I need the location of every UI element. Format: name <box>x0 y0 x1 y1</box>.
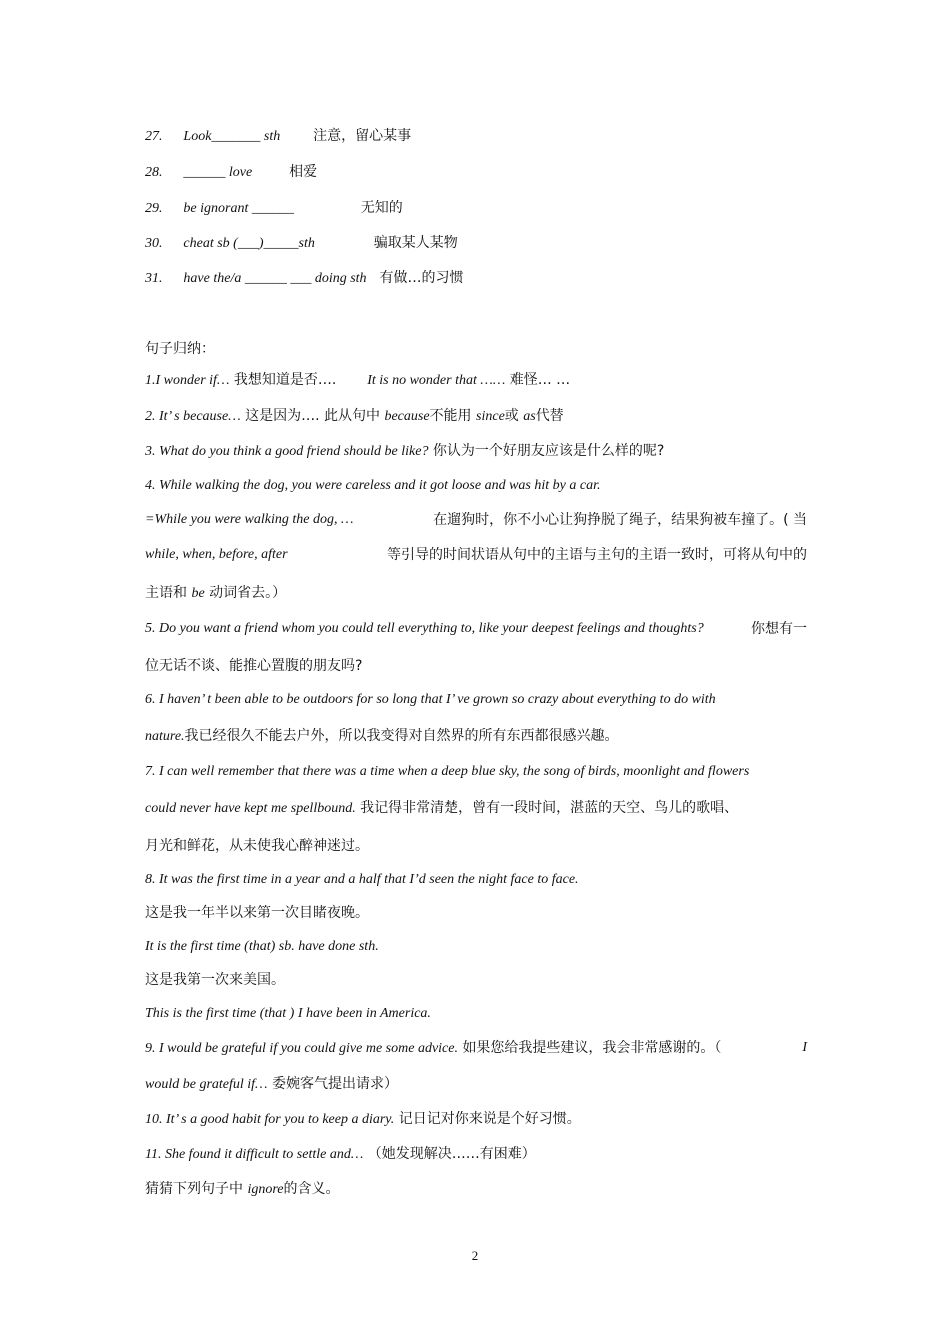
sentence-en: could never have kept me spellbound. <box>145 801 356 816</box>
phrase-english: cheat sb (___)_____sth <box>183 236 315 251</box>
sentence-4-explanation-line-1 <box>145 511 807 529</box>
sentence-4-explanation-line-3 <box>145 584 286 603</box>
sentence-en: would be grateful if… <box>145 1077 268 1092</box>
sentence-en: as <box>523 409 536 424</box>
phrase-29 <box>145 199 403 218</box>
phrase-chinese: 有做…的习惯 <box>379 270 464 286</box>
sentence-zh: 或 <box>504 408 519 424</box>
sentence-en: 7. I can well remember that there was a time when a deep blue sky, the song of birds, moonlight and flowers <box>145 764 750 779</box>
phrase-27 <box>145 127 411 146</box>
sentence-5-line-2 <box>145 657 362 675</box>
phrase-chinese: 注意，留心某事 <box>313 128 412 144</box>
section-title <box>145 340 215 358</box>
sentence-en: 3. What do you think a good friend should be like? <box>145 444 429 459</box>
sentence-7-line-3 <box>145 837 369 855</box>
sentence-zh: 在遛狗时，你不小心让狗挣脱了绳子，结果狗被车撞了。( 当 <box>433 512 807 528</box>
sentence-5 <box>145 620 807 638</box>
phrase-chinese: 相爱 <box>289 164 318 180</box>
sentence-en: be <box>191 586 205 601</box>
sentence-10 <box>145 1110 581 1129</box>
sentence-en: This is the first time (that ) I have been in America. <box>145 1006 431 1021</box>
sentence-8 <box>145 870 579 889</box>
phrase-number: 31. <box>145 271 163 286</box>
sentence-en: 2. It’ s because… <box>145 409 241 424</box>
sentence-zh: 不能用 <box>429 408 472 424</box>
sentence-en: 6. I haven’ t been able to be outdoors for so long that I’ ve grown so crazy about everything to do with <box>145 692 716 707</box>
phrase-chinese: 骗取某人某物 <box>373 235 458 251</box>
sentence-9 <box>145 1039 807 1058</box>
sentence-zh: 如果您给我提些建议，我会非常感谢的。（ <box>462 1040 722 1056</box>
sentence-en: 5. Do you want a friend whom you could tell everything to, like your deepest feelings and thoughts? <box>145 621 704 636</box>
sentence-11 <box>145 1145 536 1164</box>
sentence-4 <box>145 476 600 495</box>
phrase-chinese: 无知的 <box>360 200 403 216</box>
phrase-number: 27. <box>145 129 163 144</box>
sentence-8-translation <box>145 904 369 922</box>
guess-instruction <box>145 1180 340 1199</box>
sentence-4-explanation-line-2 <box>145 546 807 564</box>
sentence-zh: 委婉客气提出请求） <box>271 1076 398 1092</box>
sentence-zh: 这是因为…. 此从句中 <box>245 408 381 424</box>
section-title-text: 句子归纳： <box>145 341 215 357</box>
sentence-6-line-2 <box>145 727 619 746</box>
sentence-7-line-2 <box>145 799 738 818</box>
sentence-en: 1.I wonder if… <box>145 373 230 388</box>
sentence-en: 9. I would be grateful if you could give me some advice. <box>145 1041 458 1056</box>
sentence-7 <box>145 762 749 781</box>
sentence-zh: 我记得非常清楚，曾有一段时间，湛蓝的天空、鸟儿的歌唱、 <box>360 800 739 816</box>
sentence-zh: 这是我一年半以来第一次目睹夜晚。 <box>145 905 369 921</box>
sentence-zh: 位无话不谈、能推心置腹的朋友吗? <box>145 658 363 674</box>
phrase-number: 28. <box>145 165 163 180</box>
phrase-28 <box>145 163 317 182</box>
sentence-en: while, when, before, after <box>145 547 288 562</box>
sentence-8-example-en <box>145 1004 431 1023</box>
sentence-8-example-zh <box>145 971 285 989</box>
phrase-english: have the/a ______ ___ doing sth <box>183 271 367 286</box>
sentence-en: 4. While walking the dog, you were careless and it got loose and was hit by a car. <box>145 478 601 493</box>
sentence-zh: 你认为一个好朋友应该是什么样的呢? <box>432 443 665 459</box>
sentence-zh: （她发现解决……有困难） <box>367 1146 536 1162</box>
sentence-en: 11. She found it difficult to settle and… <box>145 1147 364 1162</box>
phrase-31 <box>145 269 463 288</box>
sentence-en: because <box>384 409 430 424</box>
sentence-zh: 主语和 <box>145 585 187 601</box>
sentence-zh: 代替 <box>535 408 564 424</box>
sentence-en: It is no wonder that …… <box>367 373 506 388</box>
sentence-3 <box>145 442 664 461</box>
sentence-en: 8. It was the first time in a year and a half that I’d seen the night face to face. <box>145 872 579 887</box>
sentence-8-pattern <box>145 937 379 956</box>
sentence-en: 10. It’ s a good habit for you to keep a diary. <box>145 1112 395 1127</box>
sentence-zh: 记日记对你来说是个好习惯。 <box>398 1111 581 1127</box>
sentence-en: nature. <box>145 729 185 744</box>
sentence-en: =While you were walking the dog, … <box>145 512 354 527</box>
sentence-en: ignore <box>247 1182 284 1197</box>
sentence-2 <box>145 407 564 426</box>
sentence-zh: 月光和鲜花，从未使我心醉神迷过。 <box>145 838 369 854</box>
sentence-9-line-2 <box>145 1075 398 1094</box>
phrase-english: be ignorant ______ <box>183 201 294 216</box>
sentence-zh: 等引导的时间状语从句中的主语与主句的主语一致时，可将从句中的 <box>387 547 807 563</box>
sentence-zh: 动词省去。） <box>209 585 287 601</box>
sentence-en: I <box>802 1040 807 1055</box>
page-number: 2 <box>471 1248 479 1263</box>
sentence-zh: 这是我第一次来美国。 <box>145 972 285 988</box>
phrase-english: Look_______ sth <box>183 129 281 144</box>
phrase-number: 29. <box>145 201 163 216</box>
sentence-6 <box>145 691 807 709</box>
sentence-zh: 你想有一 <box>751 621 807 637</box>
sentence-en: It is the first time (that) sb. have done sth. <box>145 939 379 954</box>
sentence-zh: 我已经很久不能去户外，所以我变得对自然界的所有东西都很感兴趣。 <box>184 728 619 744</box>
phrase-number: 30. <box>145 236 163 251</box>
sentence-zh: 猜猜下列句子中 <box>145 1181 243 1197</box>
phrase-30 <box>145 234 458 253</box>
sentence-en: since <box>476 409 505 424</box>
sentence-zh: 难怪… … <box>509 372 571 388</box>
phrase-english: ______ love <box>183 165 253 180</box>
sentence-zh: 的含义。 <box>283 1181 340 1197</box>
sentence-1 <box>145 371 570 390</box>
sentence-zh: 我想知道是否…. <box>233 372 337 388</box>
